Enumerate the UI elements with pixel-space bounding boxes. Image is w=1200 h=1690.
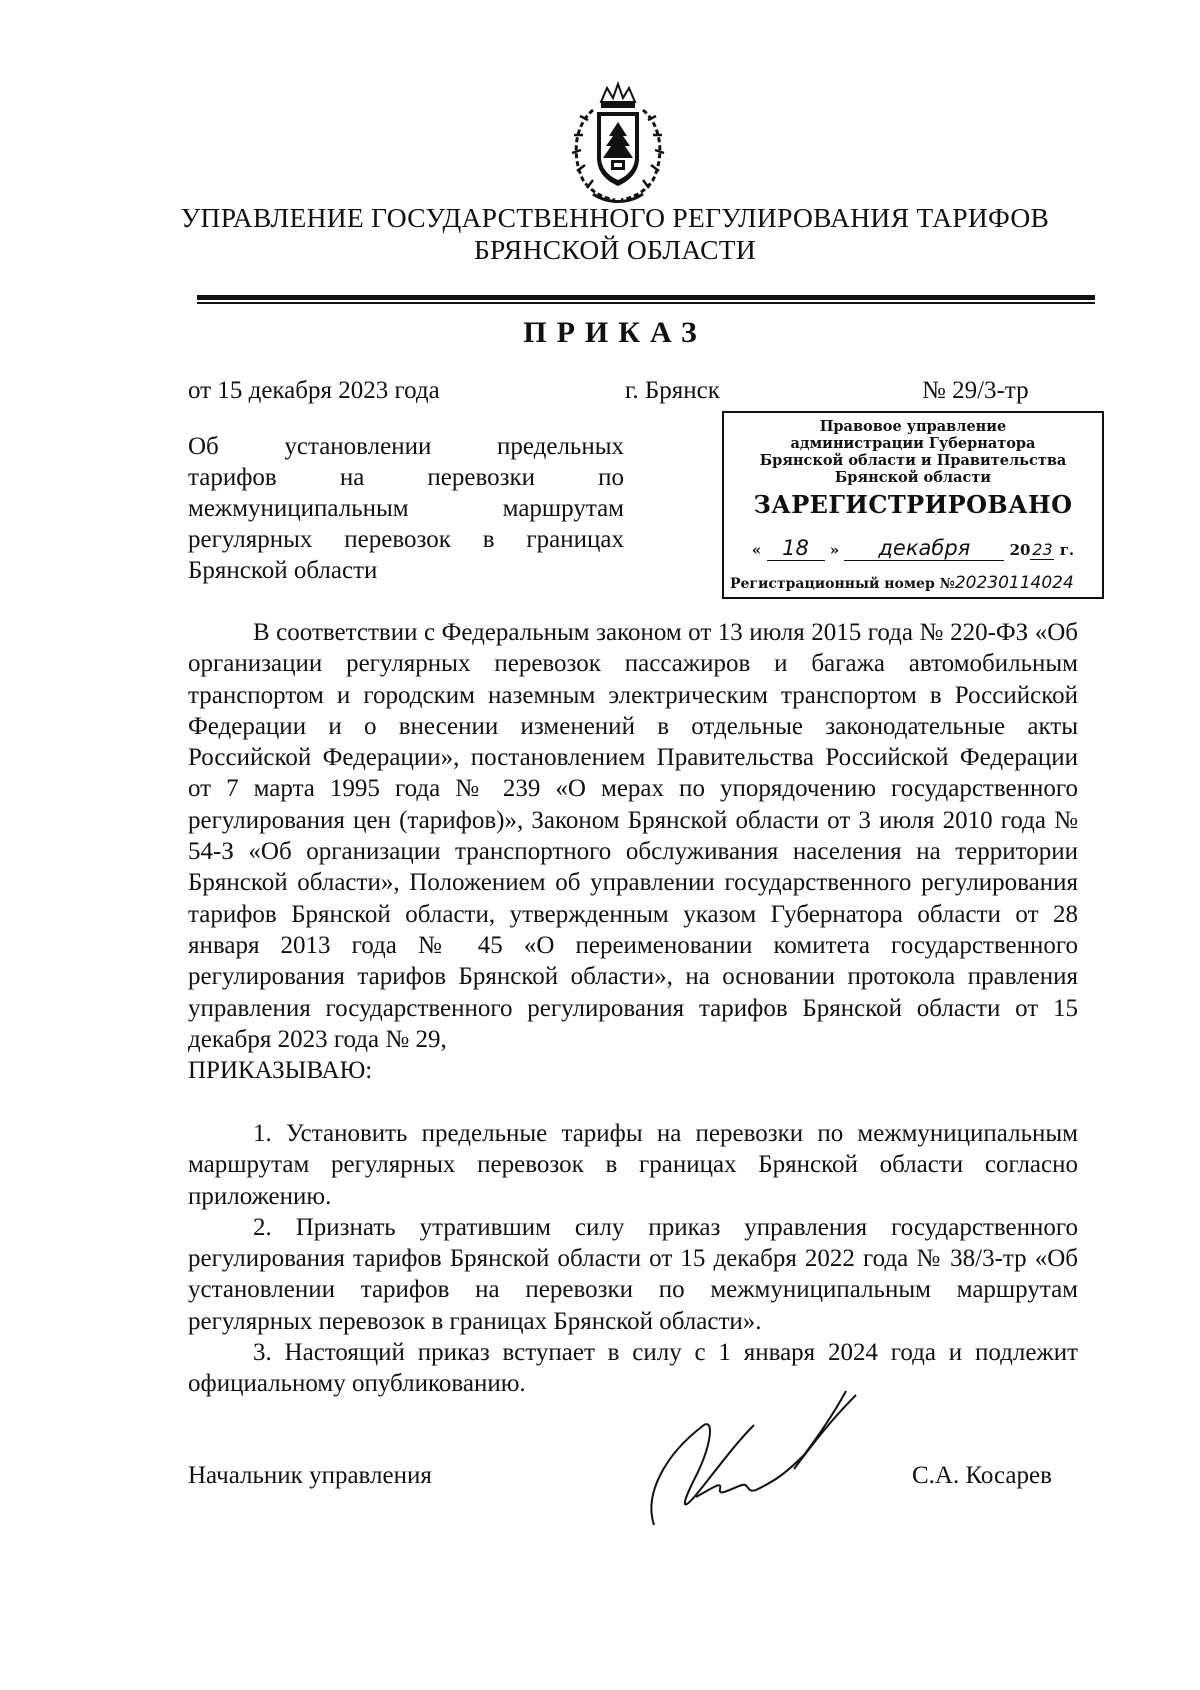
header-rule-thin <box>197 302 1095 304</box>
registration-stamp <box>722 411 1104 599</box>
document-title: ПРИКАЗ <box>523 316 707 349</box>
order-item: 1. Установить предельные тарифы на перевозки по межмуниципальным маршрутам регулярных перевозок в границах Брянской области согласно приложению. <box>188 1120 1078 1210</box>
signatory-name: С.А. Косарев <box>912 1462 1052 1489</box>
stamp-date <box>732 536 1094 561</box>
handwritten-signature <box>634 1385 864 1535</box>
stamp-registration <box>730 573 1100 593</box>
order-item: 3. Настоящий приказ вступает в силу с 1 января 2024 года и подлежит официальному опубликованию. <box>188 1339 1078 1398</box>
coat-of-arms-emblem <box>563 80 673 208</box>
stamp-reg-number: 20230114024 <box>954 573 1074 593</box>
stamp-reg-label: Регистрационный номер № <box>730 576 955 592</box>
signatory-position: Начальник управления <box>188 1462 432 1489</box>
stamp-year-prefix: 20 <box>1009 541 1031 559</box>
subject-line: Брянской области <box>188 557 378 584</box>
stamp-status: ЗАРЕГИСТРИРОВАНО <box>753 490 1073 519</box>
subject-line: межмуниципальным маршрутам <box>188 495 624 522</box>
stamp-line: Правовое управление <box>819 418 1007 435</box>
stamp-line: Брянской области <box>834 469 992 486</box>
stamp-quote-open: « <box>751 541 762 559</box>
org-name-line2: БРЯНСКОЙ ОБЛАСТИ <box>473 234 757 265</box>
stamp-day: 18 <box>767 536 825 561</box>
document-city: г. Брянск <box>625 377 720 404</box>
document-date: от 15 декабря 2023 года <box>188 377 440 404</box>
stamp-year-unit: г. <box>1059 541 1075 559</box>
stamp-quote-close: » <box>829 541 840 559</box>
stamp-line: администрации Губернатора <box>790 435 1036 452</box>
subject-line: регулярных перевозок в границах <box>188 526 624 553</box>
document-subject <box>188 431 624 586</box>
header-rule-thick <box>197 295 1095 300</box>
stamp-line: Брянской области и Правительства <box>759 452 1067 469</box>
order-items <box>188 1118 1078 1400</box>
subject-line: тарифов на перевозки по <box>188 464 624 491</box>
document-number: № 29/3-тр <box>922 377 1029 404</box>
order-item: 2. Признать утратившим силу приказ управления государственного регулирования тарифов Брянской области от 15 декабря 2022 года № 38/3-тр «Об установлении тарифов на перевозки по межмуниципальным маршрутам регулярных перевозок в границах Брянской области». <box>188 1213 1078 1335</box>
org-name-line1: УПРАВЛЕНИЕ ГОСУДАРСТВЕННОГО РЕГУЛИРОВАНИЯ ТАРИФОВ <box>180 202 1050 233</box>
preamble-paragraph: В соответствии с Федеральным законом от 13 июля 2015 года № 220-ФЗ «Об организации регулярных перевозок пассажиров и багажа автомобильным транспортом и городским наземным электрическим транспортом в Российской Федерации и о внесении изменений в отдельные законодательные акты Российской Федерации», постановлением Правительства Российской Федерации от 7 марта 1995 года № 239 «О мерах по упорядочению государственного регулирования цен (тарифов)», Законом Брянской области от 3 июля 2010 года № 54-З «Об организации транспортного обслуживания населения на территории Брянской области», Положением об управлении государственного регулирования тарифов Брянской области, утвержденным указом Губернатора области от 28 января 2013 года № 45 «О переименовании комитета государственного регулирования тарифов Брянской области», на основании протокола правления управления государственного регулирования тарифов Брянской области от 15 декабря 2023 года № 29, <box>188 619 1078 1053</box>
order-word: ПРИКАЗЫВАЮ: <box>188 1057 373 1085</box>
stamp-month: декабря <box>844 536 1004 561</box>
stamp-year-suffix: 23 <box>1032 540 1053 559</box>
subject-line: Об установлении предельных <box>188 433 624 460</box>
document-body <box>188 617 1078 1086</box>
